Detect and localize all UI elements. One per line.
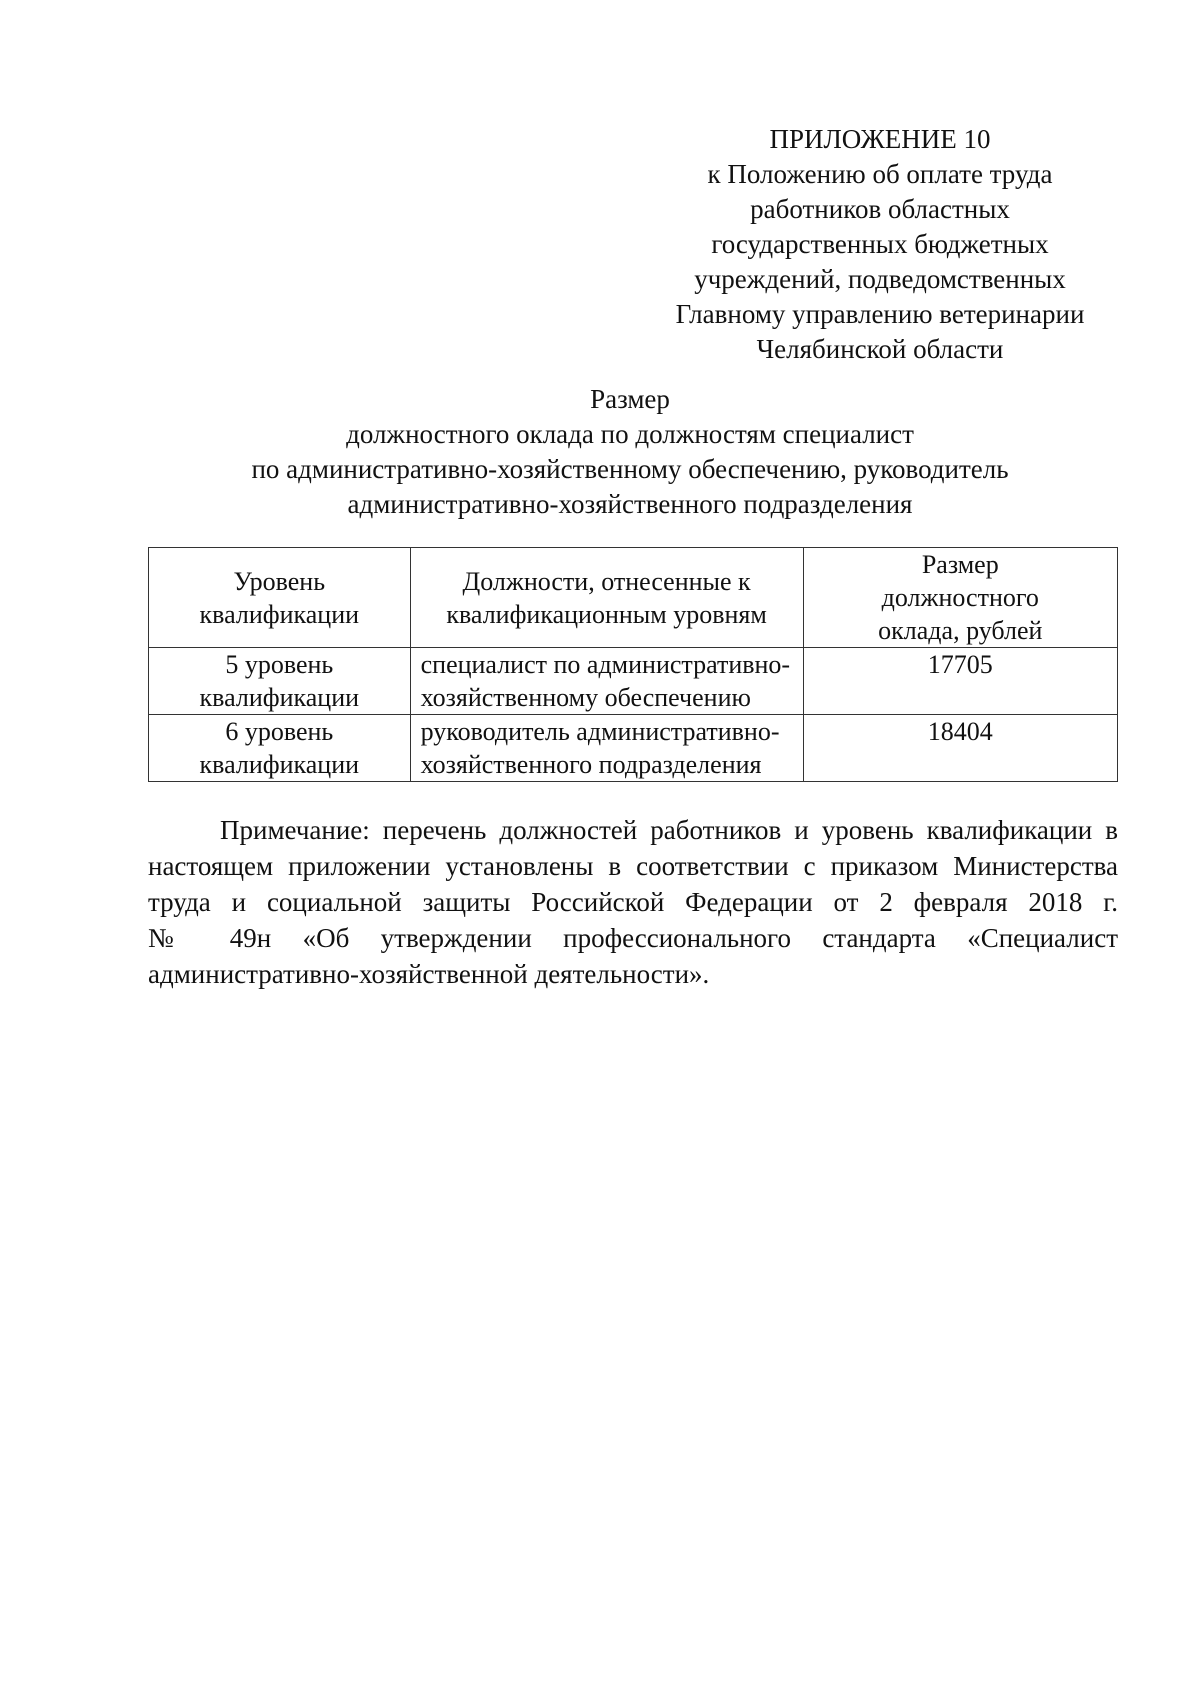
header-qualification-level: Уровень квалификации xyxy=(149,548,411,648)
appendix-line: учреждений, подведомственных xyxy=(694,264,1066,294)
appendix-line: государственных бюджетных xyxy=(711,229,1049,259)
appendix-header xyxy=(640,122,1120,367)
note-line: № 49н «Об утверждении профессионального стандарта «Специалист xyxy=(148,923,1118,953)
note-line: административно-хозяйственной деятельности». xyxy=(148,959,710,989)
cell-salary: 18404 xyxy=(803,715,1117,782)
table-row xyxy=(149,648,1118,715)
table-header-row xyxy=(149,548,1118,648)
title-line: Размер xyxy=(590,384,670,414)
cell-salary: 17705 xyxy=(803,648,1117,715)
note-line: труда и социальной защиты Российской Федерации от 2 февраля 2018 г. xyxy=(148,887,1118,917)
appendix-line: Челябинской области xyxy=(756,334,1004,364)
salary-table xyxy=(148,547,1118,782)
table-row xyxy=(149,715,1118,782)
title-line: административно-хозяйственного подразделения xyxy=(347,489,913,519)
appendix-line: работников областных xyxy=(750,194,1010,224)
title-line: должностного оклада по должностям специалист xyxy=(346,419,914,449)
appendix-line: Главному управлению ветеринарии xyxy=(675,299,1085,329)
header-salary: Размер должностного оклада, рублей xyxy=(803,548,1117,648)
note-line: Примечание: перечень должностей работников и уровень квалификации в xyxy=(220,815,1118,845)
header-positions: Должности, отнесенные к квалификационным уровням xyxy=(410,548,803,648)
cell-qualification-level: 5 уровень квалификации xyxy=(149,648,411,715)
note-paragraph xyxy=(148,812,1118,992)
title-line: по административно-хозяйственному обеспечению, руководитель xyxy=(251,454,1009,484)
note-line: настоящем приложении установлены в соответствии с приказом Министерства xyxy=(148,851,1118,881)
cell-position: руководитель административно- хозяйственного подразделения xyxy=(410,715,803,782)
cell-qualification-level: 6 уровень квалификации xyxy=(149,715,411,782)
cell-position: специалист по административно- хозяйственному обеспечению xyxy=(410,648,803,715)
appendix-line: к Положению об оплате труда xyxy=(707,159,1053,189)
appendix-title: ПРИЛОЖЕНИЕ 10 xyxy=(769,124,991,154)
document-title xyxy=(140,382,1120,522)
